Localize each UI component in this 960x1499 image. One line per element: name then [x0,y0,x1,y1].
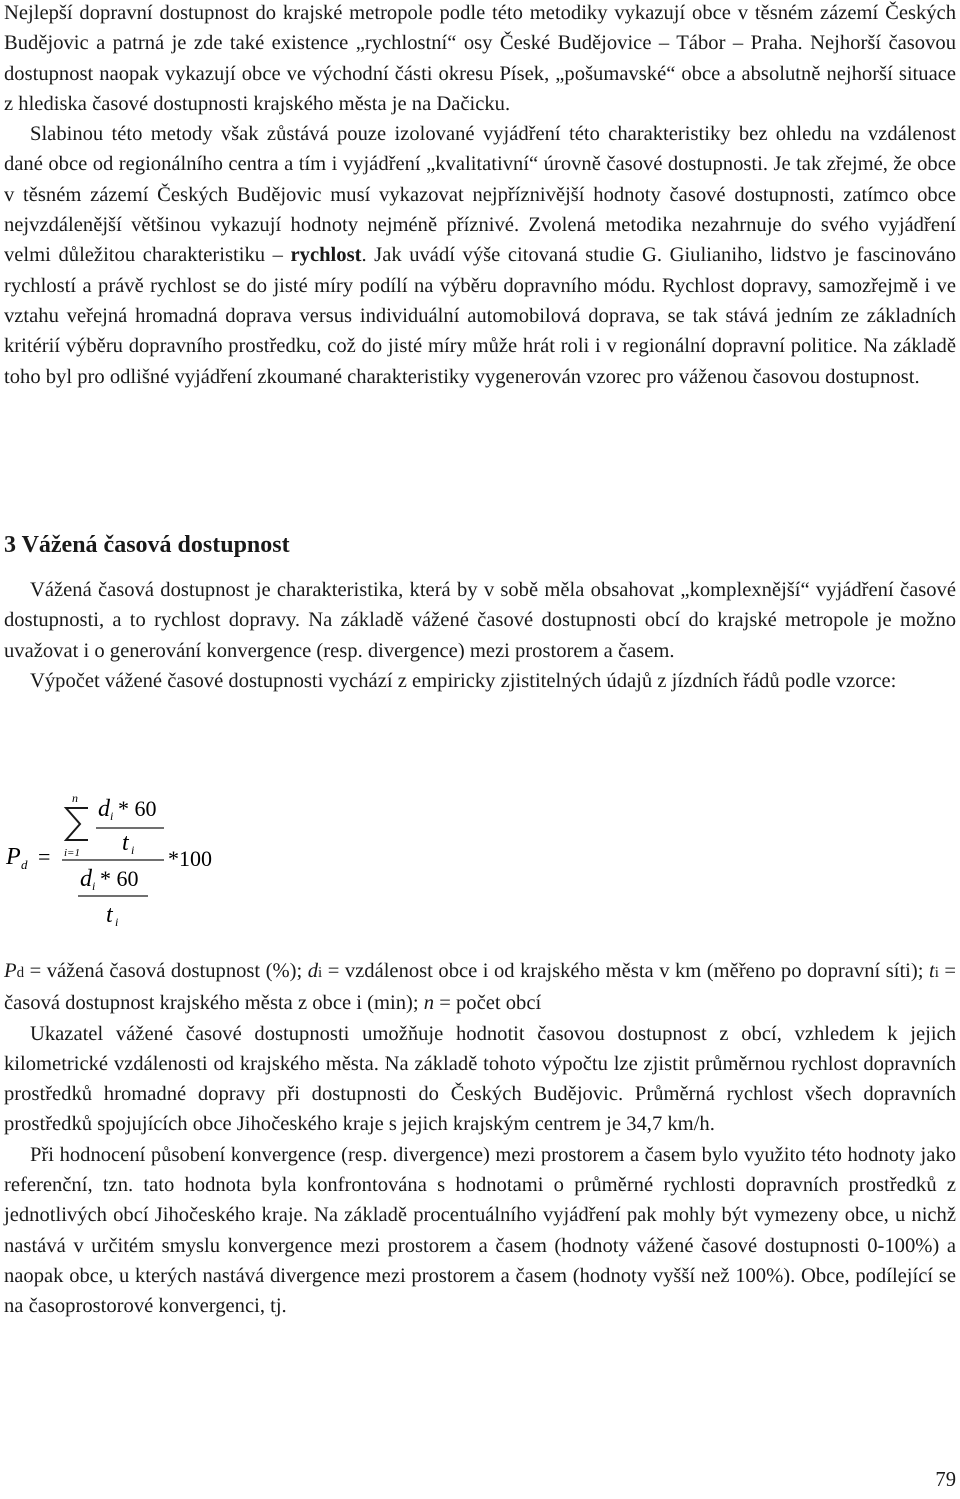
formula-lhs-sub: d [21,857,28,872]
formula-den-times60: * 60 [100,866,139,891]
formula-den-t-sub: i [115,915,119,929]
formula-svg [4,790,244,930]
formula-num-times60: * 60 [118,796,157,821]
formula-den-d: d [80,866,92,892]
formula-num-d: d [98,796,110,822]
formula-equals: = [38,844,51,869]
paragraph-indicator: Ukazatel vážené časové dostupnosti umožňuje hodnotit časovou dostupnost z obcí, vzhledem k jejich kilometrické vzdálenosti od krajského města. Na základě tohoto výpočtu lze zjistit průměrnou rychlost dopravních prostředků hromadné dopravy při dostupnosti do Českých Budějovic. Průměrná rychlost všech dopravních prostředků spojujících obce Jihočeského kraje s jejich krajským centrem je 34,7 km/h. [4,1022,956,1136]
paragraph-best-accessibility: Nejlepší dopravní dostupnost do krajské metropole podle této metodiky vykazují obce v těsném zázemí Českých Budějovic a patrná je zde také existence „rychlostní“ osy České Budějovice – Tábor – Praha. Nejhorší časovou dostupnost naopak vykazují obce ve východní části okresu Písek, „pošumavské“ obce a absolutně nejhorší situace z hlediska časové dostupnosti krajského města je na Dačicku. [4,2,956,115]
legend-pd: P [4,960,17,982]
formula-den-d-sub: i [92,879,96,893]
legend-ti: t [928,960,935,982]
formula-legend [4,956,956,1019]
legend-di-text: = vzdálenost obce i od krajského města v km (měřeno po dopravní síti); [322,960,929,982]
paragraph-method-weakness-part2: . Jak uvádí výše citovaná studie G. Giulianiho, lidstvo je fascinováno rychlostí a právě rychlost se do jisté míry podílí na výběru dopravního módu. Rychlost dopravy, samozřejmě i ve vztahu veřejná hromadná doprava versus individuální automobilová doprava, se tak stává jedním ze základních kritérií výběru dopravního prostředku, což do jisté míry může hrát roli i v regionální dopravní politice. Na základě toho byl pro odlišné vyjádření zkoumané charakteristiky vygenerován vzorec pro váženou časovou dostupnost. [4,244,956,388]
weighted-accessibility-formula [4,790,244,930]
legend-pd-sub: d [16,965,25,981]
paragraph-method-weakness-part1: Slabinou této metody však zůstává pouze izolované vyjádření této charakteristiky bez ohledu na vzdálenost dané obce od regionálního centra a tím i vyjádření „kvalitativní“ úrovně časové dostupnosti. Je tak zřejmé, že obce v těsném zázemí Českých Budějovic musí vykazovat nejpříznivější hodnoty časové dostupnosti, zatímco obce nejvzdálenější většinou vykazují hodnoty nejméně příznivé. Zvolená metodika nezahrnuje do svého vyjádření velmi důležitou charakteristiku – [4,123,956,267]
legend-n: n [423,992,435,1015]
summation-icon [66,808,88,840]
section-text-block [4,575,956,696]
legend-di: d [307,960,319,982]
legend-ti-sub: i [934,965,939,981]
page-number: 79 [935,1469,956,1491]
formula-times100: *100 [168,846,212,871]
formula-sum-bottom: i=1 [64,847,80,859]
formula-num-d-sub: i [110,809,114,823]
formula-den-t: t [106,902,113,928]
paragraph-method-weakness [4,119,956,392]
paragraph-calculation-intro: Výpočet vážené časové dostupnosti vychází z empiricky zjistitelných údajů z jízdních řádů podle vzorce: [30,669,897,692]
formula-inner-t: t [122,830,129,856]
lower-text-block [4,956,956,1322]
formula-lhs: P [6,844,21,870]
legend-n-text: = počet obcí [434,992,542,1015]
formula-sum-top: n [72,791,78,805]
legend-ti-text: = časová dostupnost krajského města z obce i (min); [4,960,957,1015]
formula-inner-t-sub: i [131,843,135,857]
legend-pd-text: = vážená časová dostupnost (%); [24,960,308,982]
paragraph-convergence: Při hodnocení působení konvergence (resp. divergence) mezi prostorem a časem bylo využito této hodnoty jako referenční, tzn. tato hodnota byla konfrontována s hodnotami o průměrné rychlosti dopravních prostředků z jednotlivých obcí Jihočeského kraje. Na základě procentuálního vyjádření pak mohly být vymezeny obce, u nichž nastává v určitém smyslu konvergence mezi prostorem a časem (hodnoty vážené časové dostupnosti 0-100%) a naopak obce, u kterých nastává divergence mezi prostorem a časem (hodnoty vyšší než 100%). Obce, podílející se na časoprostorové konvergenci, tj. [4,1143,956,1318]
section-heading: 3 Vážená časová dostupnost [4,532,290,558]
legend-di-sub: i [318,965,323,981]
intro-text-block [4,0,956,392]
emphasis-rychlost: rychlost [290,244,362,267]
paragraph-weighted-definition: Vážená časová dostupnost je charakteristika, která by v sobě měla obsahovat „komplexnější“ vyjádření časové dostupnosti, a to rychlost dopravy. Na základě vážené časové dostupnosti obcí do krajské metropole je možno uvažovat i o generování konvergence (resp. divergence) mezi prostorem a časem. [4,579,956,662]
